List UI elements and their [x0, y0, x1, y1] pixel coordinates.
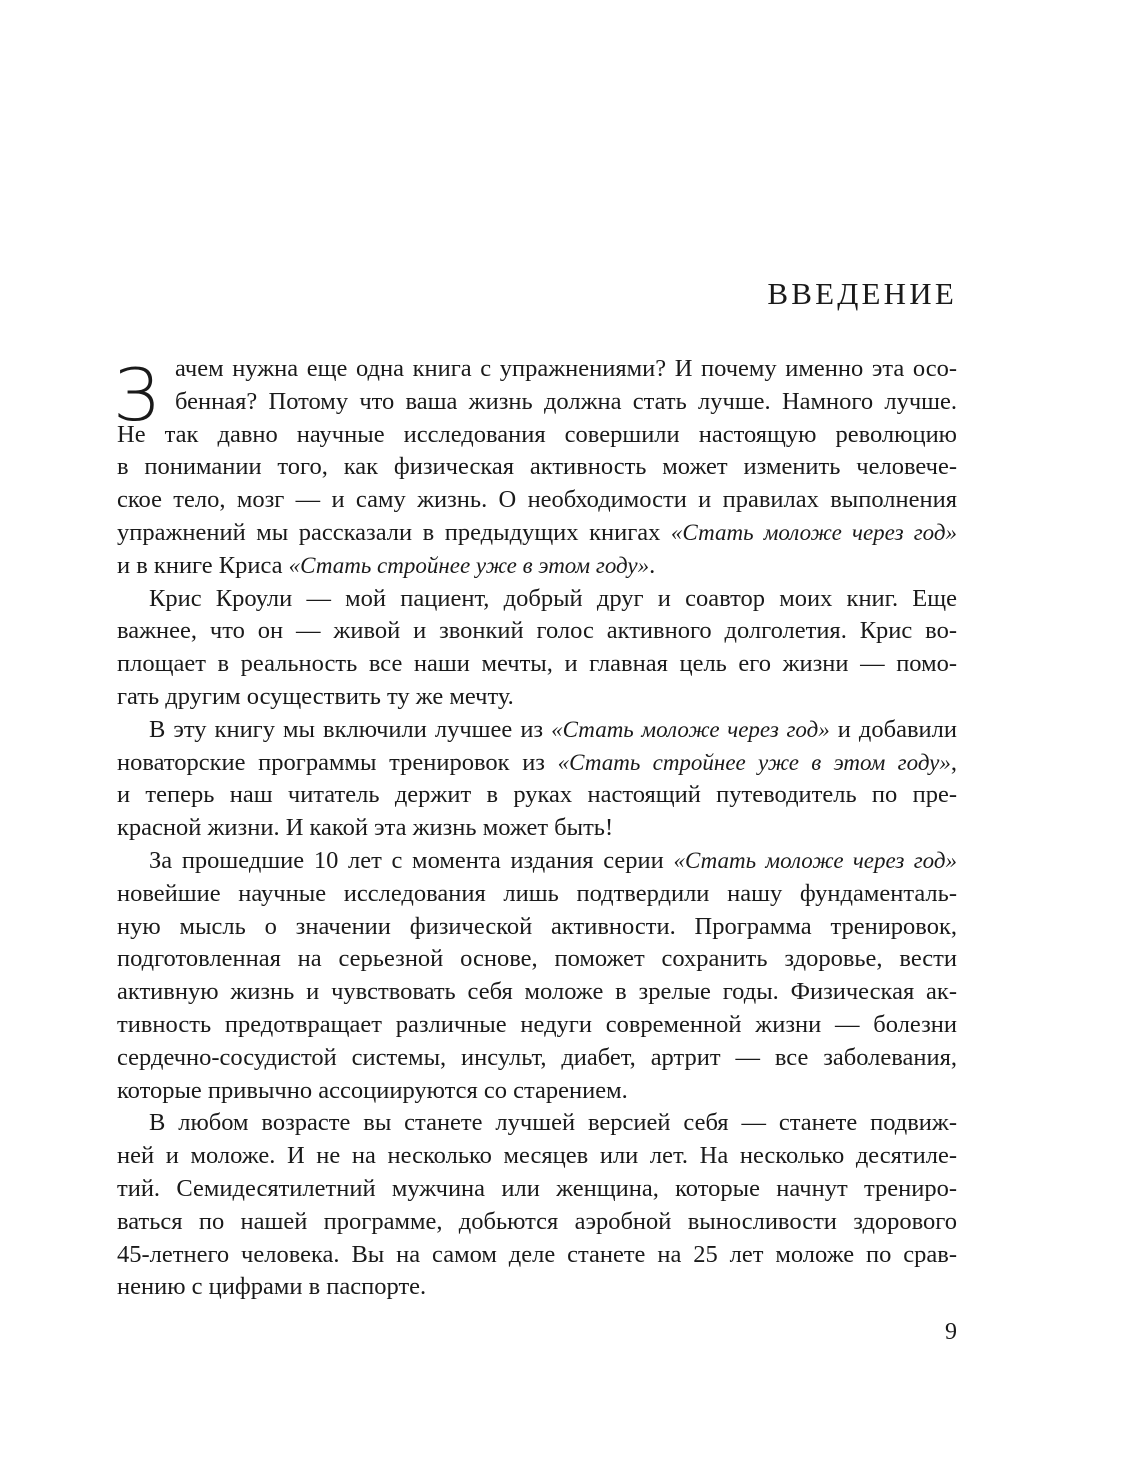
text-line: [117, 386, 957, 419]
text-line: [117, 1239, 957, 1272]
text-line: [117, 681, 957, 714]
text-segment: ную мысль о значении физической активности. Программа тренировок,: [117, 912, 957, 940]
text-line: [117, 943, 957, 976]
text-segment: и в книге Криса: [117, 551, 289, 579]
text-line: [117, 779, 957, 812]
text-line: [117, 550, 957, 583]
body-text: [113, 353, 958, 1304]
text-segment: новаторские программы тренировок из: [117, 748, 558, 776]
text-segment: упражнений мы рассказали в предыдущих книгах: [117, 518, 671, 546]
text-segment: тий. Семидесятилетний мужчина или женщина, которые начнут трениро-: [117, 1174, 957, 1202]
text-segment: В эту книгу мы включили лучшее из: [149, 715, 552, 743]
book-title: «Стать моложе через год»: [670, 519, 958, 545]
text-line: [117, 419, 957, 452]
book-title: «Стать моложе через год»: [673, 847, 957, 873]
text-segment: бенная? Потому что ваша жизнь должна стать лучше. Намного лучше.: [175, 387, 957, 415]
text-segment: нению с цифрами в паспорте.: [117, 1273, 427, 1301]
text-line: [117, 1009, 957, 1042]
text-segment: .: [649, 551, 656, 579]
text-line: [117, 812, 957, 845]
page-number: 9: [945, 1319, 957, 1345]
text-segment: Крис Кроули — мой пациент, добрый друг и соавтор моих книг. Еще: [149, 584, 957, 612]
text-line: [117, 878, 957, 911]
paragraph: [117, 845, 957, 1107]
text-line: [117, 1042, 957, 1075]
text-line: [117, 714, 957, 747]
text-line: [117, 648, 957, 681]
book-title: «Стать моложе через год»: [551, 716, 830, 742]
book-title: «Стать стройнее уже в этом году»: [288, 552, 650, 578]
text-line: [117, 1140, 957, 1173]
text-segment: ачем нужна еще одна книга с упражнениями? И почему именно эта осо-: [175, 355, 957, 382]
text-segment: и теперь наш читатель держит в руках настоящий путеводитель по пре-: [117, 781, 957, 809]
text-line: [117, 911, 957, 944]
text-segment: ское тело, мозг — и саму жизнь. О необходимости и правилах выполнения: [117, 486, 957, 514]
text-segment: ваться по нашей программе, добьются аэробной выносливости здорового: [117, 1207, 957, 1235]
text-line: [117, 1206, 957, 1239]
text-segment: 45-летнего человека. Вы на самом деле станете на 25 лет моложе по срав-: [117, 1240, 957, 1268]
text-segment: важнее, что он — живой и звонкий голос активного долголетия. Крис во-: [117, 617, 957, 645]
paragraph: [117, 1107, 957, 1304]
paragraph: [117, 583, 957, 714]
text-line: [117, 615, 957, 648]
text-segment: и добавили: [829, 715, 957, 743]
text-line: [117, 583, 957, 616]
paragraph: [117, 714, 957, 845]
text-segment: площает в реальность все наши мечты, и главная цель его жизни — помо-: [117, 650, 957, 678]
text-line: [117, 976, 957, 1009]
text-segment: Не так давно научные исследования совершили настоящую революцию: [117, 420, 957, 448]
text-segment: подготовленная на серьезной основе, поможет сохранить здоровье, вести: [117, 945, 957, 973]
drop-cap: З: [113, 353, 159, 437]
text-segment: ,: [950, 748, 957, 776]
text-segment: которые привычно ассоциируются со старением.: [117, 1076, 628, 1104]
chapter-title: ВВЕДЕНИЕ: [767, 276, 957, 311]
text-line: [117, 845, 957, 878]
text-segment: ней и моложе. И не на несколько месяцев или лет. На несколько десятиле-: [117, 1142, 957, 1170]
text-line: [117, 1271, 957, 1304]
text-segment: сердечно-сосудистой системы, инсульт, диабет, артрит — все заболевания,: [117, 1043, 957, 1071]
paragraph: [117, 353, 957, 583]
text-segment: За прошедшие 10 лет с момента издания серии: [149, 846, 674, 874]
text-segment: красной жизни. И какой эта жизнь может быть!: [117, 814, 614, 842]
text-line: [117, 517, 957, 550]
text-line: [117, 484, 957, 517]
text-line: [117, 451, 957, 484]
text-segment: В любом возрасте вы станете лучшей версией себя — станете подвиж-: [149, 1109, 957, 1137]
text-line: [117, 1107, 957, 1140]
book-title: «Стать стройнее уже в этом году»: [557, 749, 951, 775]
text-line: [117, 1075, 957, 1108]
text-segment: новейшие научные исследования лишь подтвердили нашу фундаменталь-: [117, 879, 957, 907]
text-segment: гать другим осуществить ту же мечту.: [117, 682, 514, 710]
text-line: [117, 353, 957, 386]
text-segment: активную жизнь и чувствовать себя моложе в зрелые годы. Физическая ак-: [117, 978, 957, 1006]
text-line: [117, 747, 957, 780]
text-segment: в понимании того, как физическая активность может изменить человече-: [117, 453, 957, 481]
text-segment: тивность предотвращает различные недуги современной жизни — болезни: [117, 1010, 957, 1038]
text-line: [117, 1173, 957, 1206]
